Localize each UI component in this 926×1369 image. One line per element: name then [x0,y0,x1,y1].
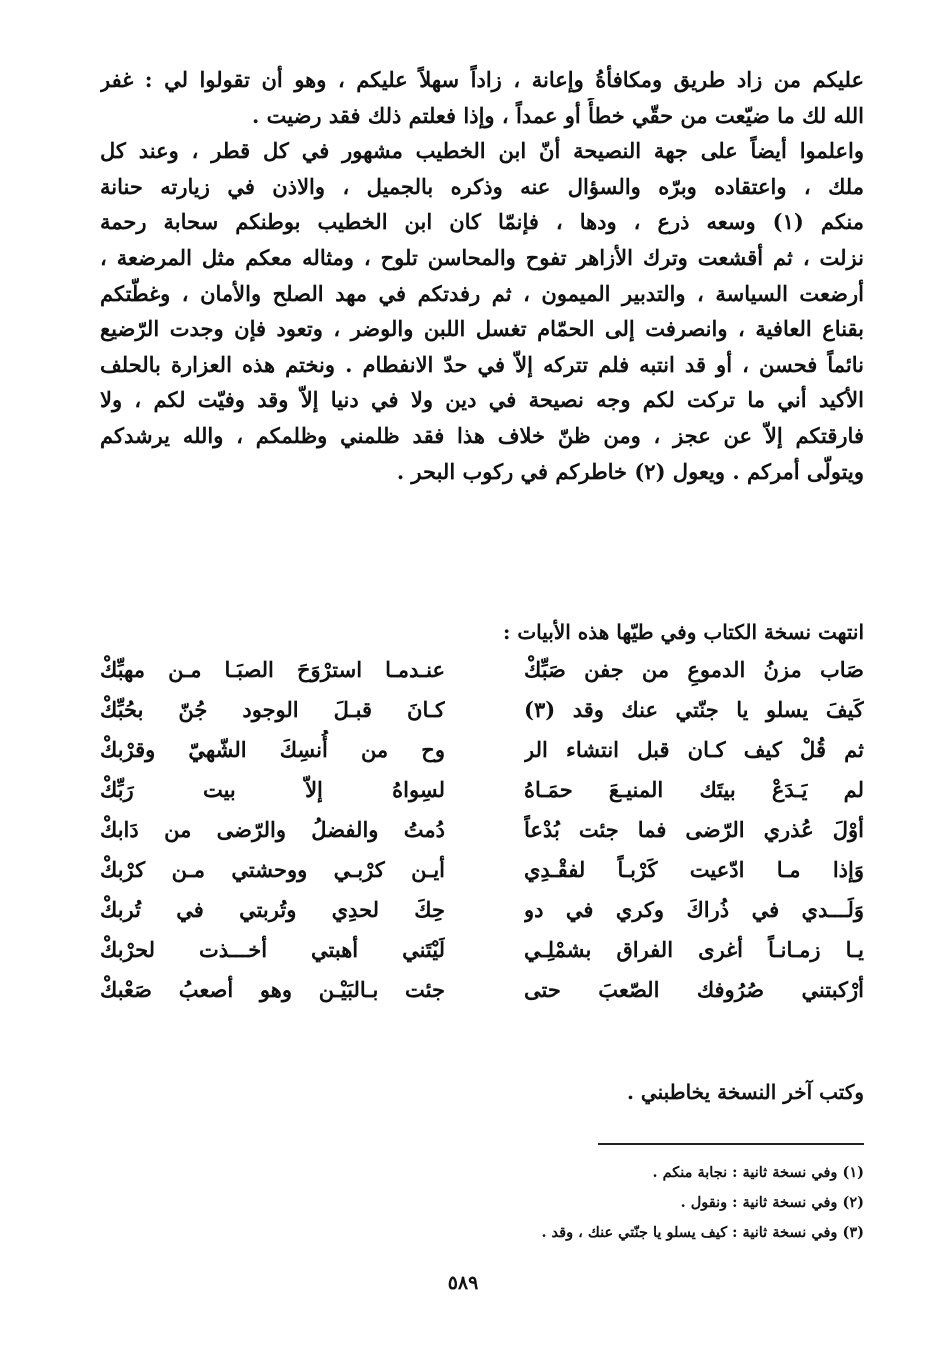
poem-verse [100,730,864,770]
paragraph-line: بقناع العافية ، وانصرفت إلى الحمّام تغسل اللبن والوضر ، وتعود فإن وجدت الرّضيع [100,316,864,342]
poem-verse [100,850,864,890]
poem-introduction: انتهت نسخة الكتاب وفي طيّها هذه الأبيات : [503,620,864,644]
poem-verse [100,650,864,690]
verse-second-hemistich: وح من أُنسِكَ الشّهيّ وقرْبكْ [100,737,445,762]
paragraph-line: ملك ، واعتقاده وبرّه والسؤال عنه وذكره بالجميل ، والاذن في زيارته حنانة [100,173,864,199]
paragraph-line: الأكيد أني ما تركت لكم وجه نصيحة في دين ولا في دنيا إلاّ وقد وفيّت لكم ، ولا [100,387,864,413]
verse-second-hemistich: لسِواهُ إلاّ بيت رَبِّكْ [100,777,445,802]
verse-first-hemistich: وَإذا مـا ادّعيت كَرْبـاً لفقْـدِي [524,857,864,882]
verse-first-hemistich: ثم قُلْ كيف كـان قبل انتشاء الر [524,737,864,762]
paragraph-line: نائماً فحسن ، أو قد انتبه فلم تتركه إلاّ في حدّ الانفطام . ونختم هذه العزارة بالحلف [100,351,864,377]
poem-verse [100,930,864,970]
paragraph-line: منكم (١) وسعه ذرع ، ودها ، فإنمّا كان ابن الخطيب بوطنكم سحابة رحمة [100,209,864,235]
paragraph-line: فارقتكم إلاّ عن عجز ، ومن ظنّ خلاف هذا فقد ظلمني وظلمكم ، والله يرشدكم [100,422,864,448]
verse-first-hemistich: أرْكبتني صُرُوفك الصّعبَ حتى [524,977,864,1002]
letter-paragraph [100,62,864,489]
paragraph-line: واعلموا أيضاً على جهة النصيحة أنّ ابن الخطيب مشهور في كل قطر ، وعند كل [100,138,864,164]
verse-second-hemistich: عنـدمـا استرْوَحَ الصبَـا مـن مهبِّكْ [100,657,445,682]
verse-second-hemistich: جئت بـالبَيْـن وهو أصعبُ صَعْبكْ [100,977,445,1002]
verse-first-hemistich: لم يَـدَعْ بيتَك المنيـعَ حمَـاهُ [524,777,864,802]
poem-verse [100,890,864,930]
page-number: ٥٨٩ [447,1272,479,1294]
footnotes [264,1158,864,1248]
poem-verse [100,970,864,1010]
paragraph-line: عليكم من زاد طريق ومكافأةُ وإعانة ، زاداً سهلاً عليكم ، وهو أن تقولوا لي : غفر [100,67,864,92]
verse-second-hemistich: دُمتُ والفضلُ والرّضى من دَابكْ [100,817,445,842]
verse-second-hemistich: أيـن كرْبـي ووحشتي مـن كرْبكْ [100,857,445,882]
footnote: (٢) وفي نسخة ثانية : ونقول . [680,1194,864,1211]
paragraph-line: نزلت ، ثم أقشعت وترك الأزاهر تفوح والمحاسن تلوح ، ومثاله معكم مثل المرضعة ، [100,244,864,270]
footnote-separator-rule [598,1143,864,1145]
verse-first-hemistich: أوْلَ عُذري الرّضى فما جئت بُدْعاً [524,817,864,842]
poem-verse [100,690,864,730]
footnote: (١) وفي نسخة ثانية : نجابة منكم . [652,1164,864,1181]
verse-first-hemistich: وَلَـــدي في ذُراكَ وكري في دو [524,897,864,922]
paragraph-line: الله لك ما ضيّعت من حقّي خطأً أو عمداً ، وإذا فعلتم ذلك فقد رضيت . [252,102,864,128]
footnote: (٣) وفي نسخة ثانية : كيف يسلو يا جنّتي عنك ، وقد . [541,1224,864,1241]
verse-second-hemistich: حِكَ لحدِي وتُربتي في تُربكْ [100,897,445,922]
poem-verse [100,770,864,810]
verse-first-hemistich: كَيفَ يسلو يا جنّتي عنك وقد (٣) [524,697,864,722]
verse-second-hemistich: كـانَ قبـلَ الوجود جُنّ بحُبِّكْ [100,697,445,722]
paragraph-line: ويتولّى أمركم . ويعول (٢) خاطركم في ركوب البحر . [396,458,864,484]
poem-verse [100,810,864,850]
verse-second-hemistich: لَيْتَني أهبتي أخـــذت لحرْبكْ [100,937,445,962]
verse-first-hemistich: صَاب مزنُ الدموعِ من جفن صَبِّكْ [524,657,864,682]
closing-sentence: وكتب آخر النسخة يخاطبني . [626,1080,864,1104]
poem [100,650,864,1010]
verse-first-hemistich: يـا زمـانـاً أغرى الفراق بشمْلِـي [524,937,864,962]
paragraph-line: أرضعت السياسة ، والتدبير الميمون ، ثم رفدتكم في مهد الصلح والأمان ، وغطّتكم [100,280,864,306]
